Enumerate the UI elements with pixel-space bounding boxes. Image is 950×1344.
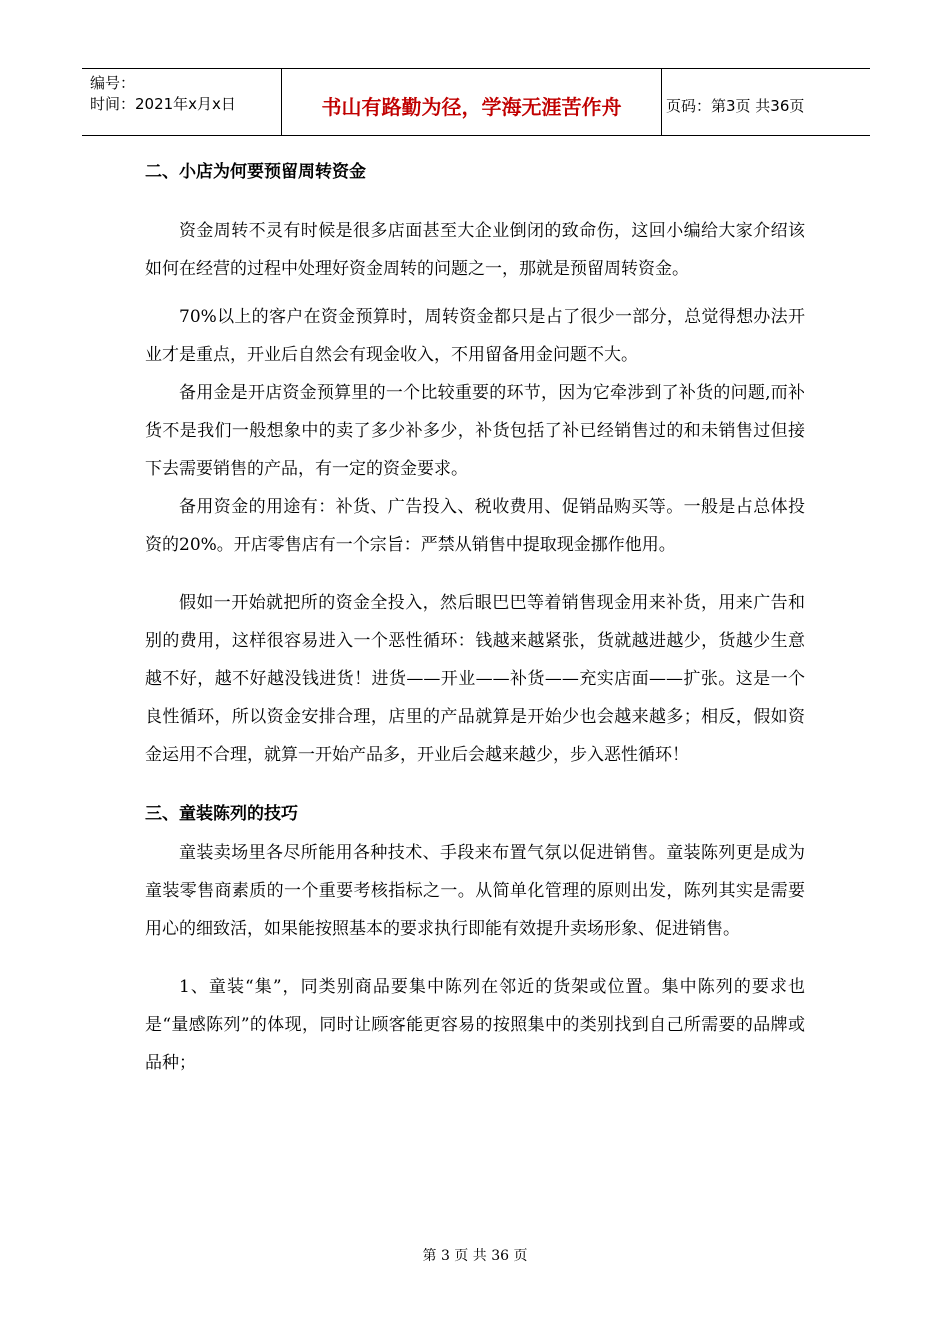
paragraph: 资金周转不灵有时候是很多店面甚至大企业倒闭的致命伤，这回小编给大家介绍该如何在经营的过程中处理好资金周转的问题之一，那就是预留周转资金。 xyxy=(145,221,805,279)
paragraph: 假如一开始就把所的资金全投入，然后眼巴巴等着销售现金用来补货，用来广告和别的费用，这样很容易进入一个恶性循环：钱越来越紧张，货就越进越少，货越少生意越不好，越不好越没钱进货！进货——开业——补货——充实店面——扩张。这是一个良性循环，所以资金安排合理，店里的产品就算是开始少也会越来越多；相反，假如资金运用不合理，就算一开始产品多，开业后会越来越少，步入恶性循环！ xyxy=(145,593,805,765)
paragraph: 70%以上的客户在资金预算时，周转资金都只是占了很少一部分，总觉得想办法开业才是重点，开业后自然会有现金收入，不用留备用金问题不大。 xyxy=(145,307,805,365)
paragraph: 备用资金的用途有：补货、广告投入、税收费用、促销品购买等。一般是占总体投资的20%。开店零售店有一个宗旨：严禁从销售中提取现金挪作他用。 xyxy=(145,497,805,555)
paragraph: 1、童装“集”，同类别商品要集中陈列在邻近的货架或位置。集中陈列的要求也是“量感陈列”的体现，同时让顾客能更容易的按照集中的类别找到自己所需要的品牌或品种； xyxy=(145,977,805,1073)
time-label: 时间：2021年x月x日 xyxy=(90,95,236,113)
header-page-info: 页码：第3页 共36页 xyxy=(666,96,805,115)
paragraph: 童装卖场里各尽所能用各种技术、手段来布置气氛以促进销售。童装陈列更是成为童装零售商素质的一个重要考核指标之一。从简单化管理的原则出发，陈列其实是需要用心的细致活，如果能按照基本的要求执行即能有效提升卖场形象、促进销售。 xyxy=(145,843,805,939)
page-footer: 第 3 页 共 36 页 xyxy=(422,1248,528,1264)
paragraph: 备用金是开店资金预算里的一个比较重要的环节，因为它牵涉到了补货的问题,而补货不是我们一般想象中的卖了多少补多少，补货包括了补已经销售过的和未销售过但接下去需要销售的产品，有一定的资金要求。 xyxy=(145,383,805,479)
document-body xyxy=(145,152,805,1082)
header-meta-cell xyxy=(82,69,282,135)
header-motto: 书山有路勤为径，学海无涯苦作舟 xyxy=(282,69,662,135)
section-title: 二、小店为何要预留周转资金 xyxy=(145,162,366,182)
number-label: 编号： xyxy=(90,74,136,92)
header-table xyxy=(82,68,870,136)
section-title: 三、童装陈列的技巧 xyxy=(145,804,298,824)
